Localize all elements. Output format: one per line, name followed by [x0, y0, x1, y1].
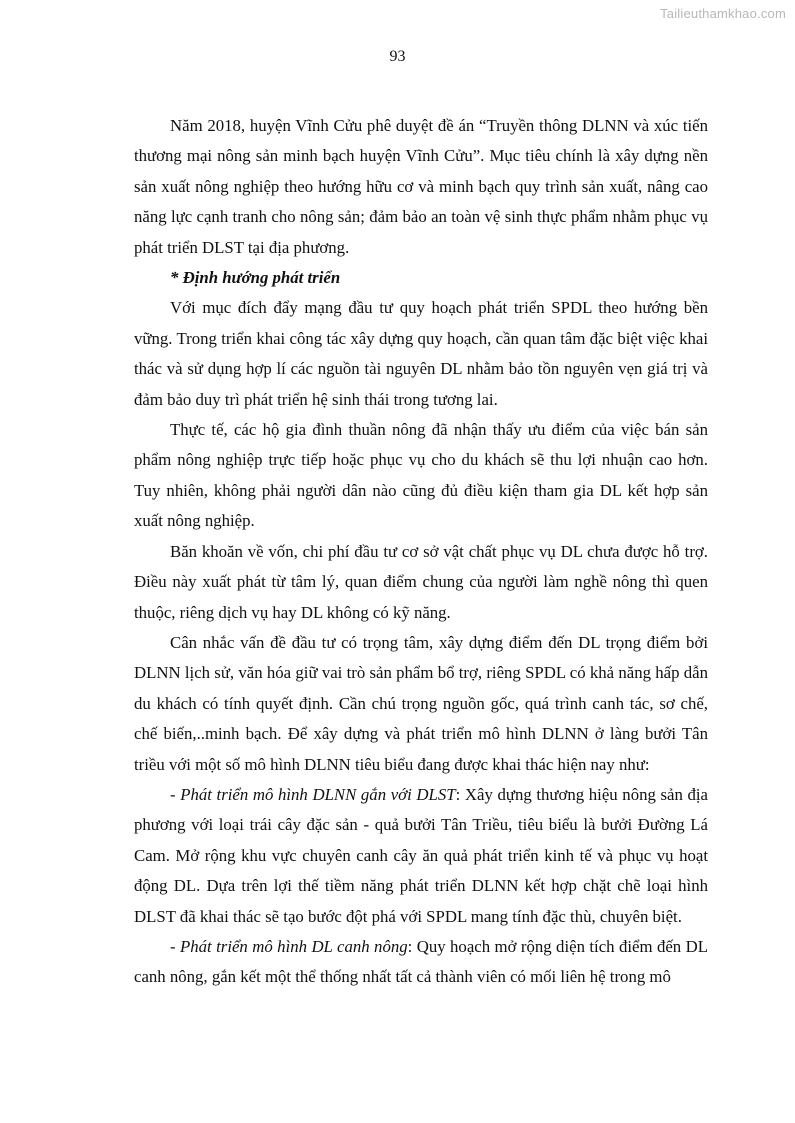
paragraph-1: Năm 2018, huyện Vĩnh Cửu phê duyệt đề án “Truyền thông DLNN và xúc tiến thương mại nông sản minh bạch huyện Vĩnh Cửu”. Mục tiêu chính là xây dựng nền sản xuất nông nghiệp theo hướng hữu cơ và minh bạch quy trình sản xuất, nâng cao năng lực cạnh tranh cho nông sản; đảm bảo an toàn vệ sinh thực phẩm nhằm phục vụ phát triển DLST tại địa phương. — [134, 116, 708, 257]
paragraph-7 — [134, 932, 708, 993]
paragraph-2: Với mục đích đẩy mạng đầu tư quy hoạch phát triển SPDL theo hướng bền vững. Trong triển khai công tác xây dựng quy hoạch, cần quan tâm đặc biệt việc khai thác và sử dụng hợp lí các nguồn tài nguyên DL nhằm bảo tồn nguyên vẹn giá trị và đảm bảo duy trì phát triển hệ sinh thái trong tương lai. — [134, 298, 708, 409]
section-heading: * Định hướng phát triển — [170, 268, 341, 288]
paragraph-3: Thực tế, các hộ gia đình thuần nông đã nhận thấy ưu điểm của việc bán sản phẩm nông nghiệp trực tiếp hoặc phục vụ cho du khách sẽ thu lợi nhuận cao hơn. Tuy nhiên, không phải người dân nào cũng đủ điều kiện tham gia DL kết hợp sản xuất nông nghiệp. — [134, 420, 708, 531]
paragraph-4: Băn khoăn về vốn, chi phí đầu tư cơ sở vật chất phục vụ DL chưa được hỗ trợ. Điều này xuất phát từ tâm lý, quan điểm chung của người làm nghề nông thì quen thuộc, riêng dịch vụ hay DL không có kỹ năng. — [134, 541, 708, 622]
bullet-dash: - — [170, 936, 181, 956]
document-body — [134, 111, 708, 993]
watermark: Tailieuthamkhao.com — [660, 6, 786, 21]
model-description-farming: : Quy hoạch mở rộng diện tích điểm đến DL canh nông, gắn kết một thể thống nhất tất cả thành viên có mối liên hệ trong mô — [134, 936, 708, 987]
paragraph-5: Cân nhắc vấn đề đầu tư có trọng tâm, xây dựng điểm đến DL trọng điểm bởi DLNN lịch sử, văn hóa giữ vai trò sản phẩm bổ trợ, riêng SPDL có khả năng hấp dẫn du khách có tính quyết định. Cần chú trọng nguồn gốc, quá trình canh tác, sơ chế, chế biến,..minh bạch. Để xây dựng và phát triển mô hình DLNN ở làng bưởi Tân triều với một số mô hình DLNN tiêu biểu đang được khai thác hiện nay như: — [134, 632, 708, 774]
model-title-ecotourism: Phát triển mô hình DLNN gắn với DLST — [180, 784, 456, 804]
model-description-ecotourism: : Xây dựng thương hiệu nông sản địa phương với loại trái cây đặc sản - quả bưởi Tân Triều, tiêu biểu là bưởi Đường Lá Cam. Mở rộng khu vực chuyên canh cây ăn quả phát triển kinh tế và phục vụ hoạt động DL. Dựa trên lợi thế tiềm năng phát triển DLNN kết hợp chặt chẽ loại hình DLST đã khai thác sẽ tạo bước đột phá với SPDL mang tính đặc thù, chuyên biệt. — [134, 784, 708, 926]
paragraph-6 — [134, 780, 708, 932]
model-title-farming: Phát triển mô hình DL canh nông — [180, 936, 408, 956]
page-number: 93 — [389, 48, 406, 65]
bullet-dash: - — [170, 784, 181, 804]
